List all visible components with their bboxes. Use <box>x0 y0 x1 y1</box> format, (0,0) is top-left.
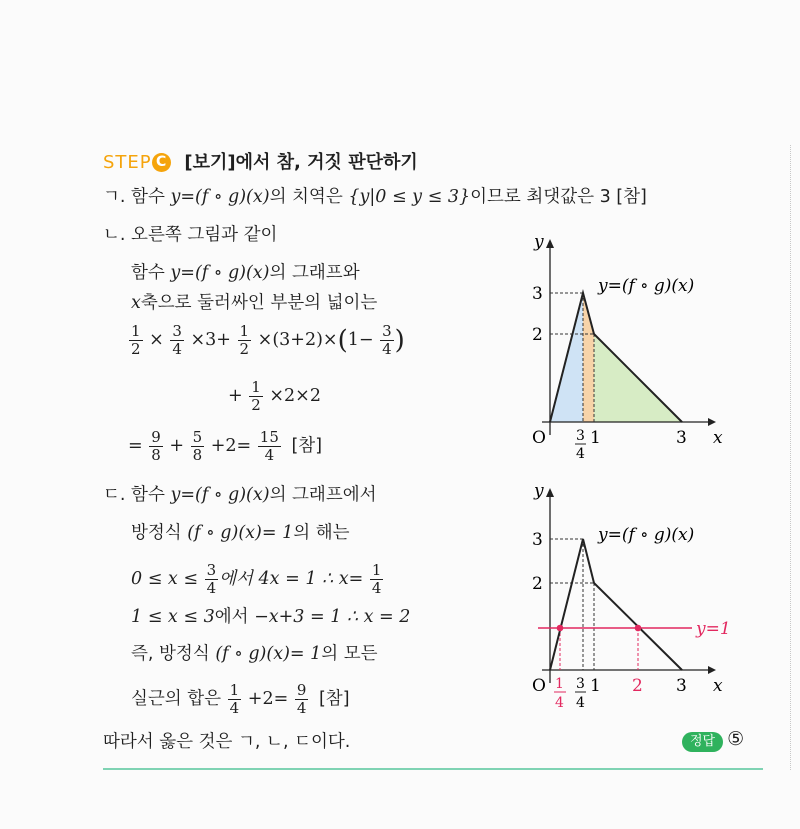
verdict: [참] <box>318 689 350 709</box>
fraction <box>129 323 143 358</box>
math-op: + <box>228 386 243 406</box>
curve-label: y=(f ∘ g)(x) <box>598 276 695 296</box>
x-axis-arrow <box>708 418 716 426</box>
x-tick-3: 3 <box>676 428 687 448</box>
math-expr: 0 ≤ x ≤ <box>131 569 199 589</box>
fraction <box>258 429 281 464</box>
denominator: 4 <box>172 340 182 358</box>
conclusion: 따라서 옳은 것은 ㄱ, ㄴ, ㄷ이다. <box>103 732 351 752</box>
intersection-point-2 <box>635 625 642 632</box>
item-d-line2 <box>131 522 350 544</box>
answer-badge: 정답 <box>682 732 723 752</box>
step-prefix: STEP <box>103 152 152 173</box>
x-tick-14-den: 4 <box>555 695 564 711</box>
text: 의 해는 <box>293 523 350 543</box>
math-expr: y=(f ∘ g)(x) <box>170 187 270 207</box>
denominator: 4 <box>206 579 217 597</box>
text: 이므로 최댓값은 3 [참] <box>470 187 647 207</box>
text: 함수 <box>131 263 165 283</box>
marker-g: ㄱ. <box>103 187 126 207</box>
origin-label: O <box>532 676 546 696</box>
math-expr: 1 ≤ x ≤ 3 <box>131 607 215 627</box>
math-op: ×(3+2)× <box>257 330 338 350</box>
math-op: +2= <box>247 689 289 709</box>
fraction <box>370 562 384 597</box>
right-border <box>790 145 791 770</box>
item-d-line5 <box>131 643 378 665</box>
text: 즉, 방정식 <box>131 644 210 664</box>
item-g <box>103 186 647 208</box>
math-op: = <box>128 436 143 456</box>
origin-label: O <box>532 428 546 448</box>
paren: ) <box>394 325 405 356</box>
math-expr: −x+3 = 1 ∴ x = 2 <box>254 607 411 627</box>
item-n-line3 <box>131 292 377 314</box>
fraction <box>295 682 309 717</box>
intersection-point-1 <box>557 625 564 632</box>
fraction <box>380 323 394 358</box>
text: 축으로 둘러싸인 부분의 넓이는 <box>140 293 378 313</box>
fraction <box>149 429 163 464</box>
numerator: 1 <box>239 322 250 340</box>
y-tick-2: 2 <box>532 325 543 345</box>
x-tick-1: 1 <box>590 428 601 448</box>
item-d-line6 <box>131 682 350 717</box>
denominator: 4 <box>371 579 382 597</box>
numerator: 1 <box>229 681 240 699</box>
x-tick-34-num: 3 <box>576 676 585 692</box>
x-tick-3: 3 <box>676 676 687 696</box>
y-axis-label: y <box>534 232 544 252</box>
math-op: ×2×2 <box>269 386 321 406</box>
math-op: ×3+ <box>190 330 231 350</box>
fraction <box>191 429 205 464</box>
y-axis-arrow <box>546 239 554 248</box>
verdict: [참] <box>291 436 323 456</box>
step-title: [보기]에서 참, 거짓 판단하기 <box>184 152 418 173</box>
denominator: 2 <box>251 396 261 414</box>
graph-2 <box>520 478 780 723</box>
marker-d: ㄷ. <box>103 485 126 505</box>
denominator: 4 <box>229 699 240 717</box>
text: 에서 <box>214 607 249 627</box>
numerator: 1 <box>371 561 382 579</box>
step-heading <box>103 148 418 174</box>
math-op: 1− <box>347 330 374 350</box>
math-expr: (f ∘ g)(x)= 1 <box>187 523 294 543</box>
item-d-line4 <box>131 606 410 628</box>
marker-n: ㄴ. <box>103 225 126 245</box>
x-axis-label: x <box>713 676 723 696</box>
numerator: 9 <box>151 428 161 446</box>
math-op: × <box>149 330 170 350</box>
x-tick-2: 2 <box>632 676 643 696</box>
text: 의 치역은 <box>269 187 343 207</box>
item-d-line1 <box>103 484 377 506</box>
answer <box>682 730 744 752</box>
item-d-line3 <box>131 562 384 597</box>
numerator: 1 <box>251 378 261 396</box>
math-var: x <box>131 293 141 313</box>
math-expr: 에서 4x = 1 ∴ x= <box>219 569 364 589</box>
denominator: 2 <box>239 340 250 358</box>
x-axis-arrow <box>708 666 716 674</box>
fraction <box>249 379 263 414</box>
x-tick-34-den: 4 <box>576 695 585 711</box>
x-tick-34-den: 4 <box>576 446 585 462</box>
denominator: 2 <box>131 340 141 358</box>
item-n-line2 <box>131 262 360 284</box>
math-expr: (f ∘ g)(x)= 1 <box>215 644 322 664</box>
math-expr: y=(f ∘ g)(x) <box>170 485 270 505</box>
area-expression-1 <box>128 323 405 358</box>
math-expr: y=(f ∘ g)(x) <box>170 263 270 283</box>
math-op: + <box>169 436 185 456</box>
fraction <box>170 323 184 358</box>
x-axis-label: x <box>713 428 723 448</box>
denominator: 8 <box>192 446 203 464</box>
numerator: 3 <box>382 322 392 340</box>
y-tick-3: 3 <box>532 284 543 304</box>
text: 오른쪽 그림과 같이 <box>131 225 278 245</box>
denominator: 4 <box>382 340 392 358</box>
y-axis-arrow <box>546 488 554 497</box>
denominator: 8 <box>151 446 161 464</box>
y-tick-2: 2 <box>532 574 543 594</box>
numerator: 3 <box>172 322 182 340</box>
text: 함수 <box>131 485 165 505</box>
y-axis-label: y <box>534 481 544 501</box>
text: 의 그래프와 <box>269 263 360 283</box>
fraction <box>228 682 242 717</box>
step-letter-badge: C <box>152 153 171 172</box>
graph-1 <box>520 225 770 470</box>
numerator: 15 <box>259 428 279 446</box>
text: 의 모든 <box>321 644 378 664</box>
numerator: 5 <box>192 428 203 446</box>
area-result <box>128 429 322 464</box>
math-op: +2= <box>210 436 252 456</box>
y-tick-3: 3 <box>532 530 543 550</box>
text: 함수 <box>131 187 165 207</box>
range-set: {y|0 ≤ y ≤ 3} <box>348 187 471 207</box>
line-y1-label: y=1 <box>696 619 731 639</box>
area-expression-2 <box>228 379 321 414</box>
x-tick-1: 1 <box>590 676 601 696</box>
fraction <box>205 562 219 597</box>
curve-label: y=(f ∘ g)(x) <box>598 525 695 545</box>
bottom-divider <box>103 768 763 770</box>
paren: ( <box>337 325 348 356</box>
numerator: 1 <box>131 322 141 340</box>
numerator: 9 <box>296 681 307 699</box>
item-n-line1 <box>103 224 277 246</box>
text: 방정식 <box>131 523 182 543</box>
text: 실근의 합은 <box>131 689 222 709</box>
answer-number: ⑤ <box>727 728 745 750</box>
x-tick-14-num: 1 <box>555 676 564 692</box>
text: 의 그래프에서 <box>269 485 377 505</box>
x-tick-34-num: 3 <box>576 428 585 444</box>
numerator: 3 <box>206 561 217 579</box>
function-curve <box>550 539 682 670</box>
denominator: 4 <box>296 699 307 717</box>
denominator: 4 <box>264 446 275 464</box>
fraction <box>238 323 252 358</box>
